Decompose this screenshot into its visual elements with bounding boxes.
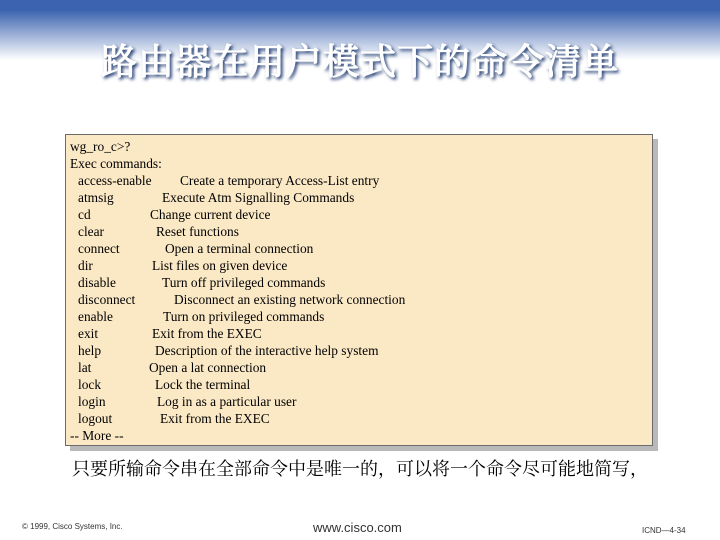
terminal-header: Exec commands: [70,156,162,171]
command-name: login [78,394,106,409]
command-description: Lock the terminal [155,377,251,392]
command-name: access-enable [78,173,152,188]
slide-title: 路由器在用户模式下的命令清单 [100,42,619,83]
command-row [70,308,652,325]
command-name: atmsig [78,190,114,205]
command-name: cd [78,207,91,222]
command-description: Exit from the EXEC [152,326,262,341]
command-row [70,393,652,410]
command-row [70,342,652,359]
caption-text: 只要所输命令串在全部命令中是唯一的，可以将一个命令尽可能地简写， [72,459,648,480]
terminal-output [65,134,653,446]
command-name: help [78,343,102,358]
command-row [70,376,652,393]
command-row [70,325,652,342]
terminal-prompt: wg_ro_c>? [70,139,131,154]
command-description: Turn on privileged commands [163,309,325,324]
command-list [70,172,652,427]
command-row [70,359,652,376]
command-row [70,257,652,274]
command-description: Exit from the EXEC [160,411,270,426]
command-description: Execute Atm Signalling Commands [162,190,355,205]
copyright-text: © 1999, Cisco Systems, Inc. [22,522,123,531]
command-row [70,274,652,291]
more-prompt: -- More -- [70,428,124,443]
command-description: Turn off privileged commands [162,275,326,290]
command-row [70,410,652,427]
command-description: Reset functions [156,224,239,239]
command-name: dir [78,258,93,273]
command-row [70,172,652,189]
command-name: lat [78,360,92,375]
command-description: Description of the interactive help system [155,343,379,358]
command-description: Log in as a particular user [157,394,297,409]
command-row [70,206,652,223]
command-name: clear [78,224,105,239]
command-row [70,223,652,240]
website-text: www.cisco.com [313,520,402,535]
command-description: Change current device [150,207,271,222]
command-name: exit [78,326,99,341]
command-name: connect [78,241,120,256]
command-description: Open a terminal connection [165,241,314,256]
command-name: logout [78,411,113,426]
page-number: ICND—4-34 [642,526,686,535]
command-row [70,240,652,257]
command-name: enable [78,309,113,324]
command-row [70,189,652,206]
command-name: lock [78,377,102,392]
command-name: disconnect [78,292,136,307]
command-description: Open a lat connection [149,360,267,375]
command-name: disable [78,275,116,290]
command-description: Disconnect an existing network connection [174,292,406,307]
command-row [70,291,652,308]
command-description: List files on given device [152,258,288,273]
command-description: Create a temporary Access-List entry [180,173,380,188]
